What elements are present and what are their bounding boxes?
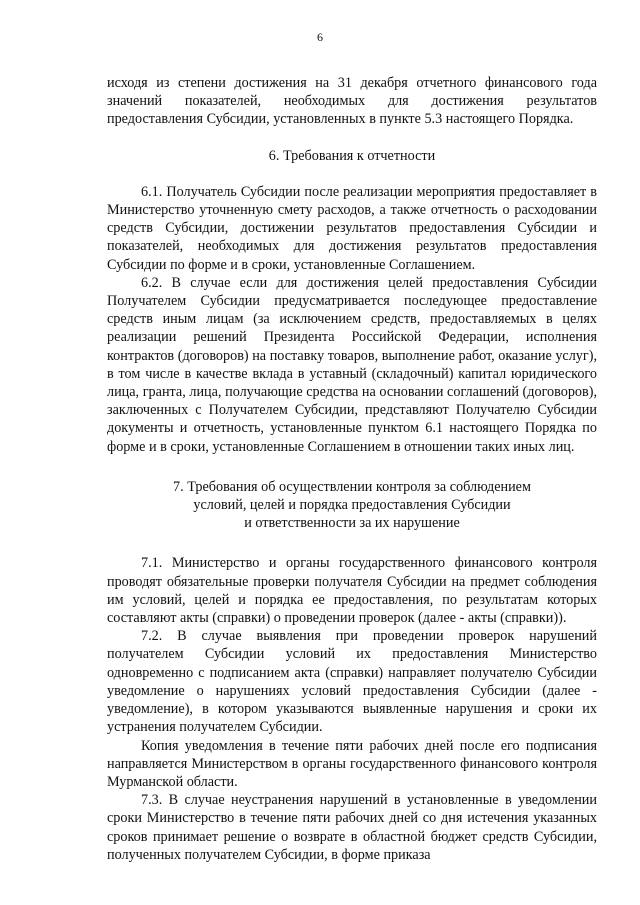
document-body [107,74,597,864]
paragraph-7-1: 7.1. Министерство и органы государственного финансового контроля проводят обязательные проверки получателя Субсидии на предмет соблюдения им условий, целей и порядка ее предоставления, по результатам которых составляют акты (справки) о проведении проверок (далее - акты (справки)). [107,555,597,627]
paragraph-7-2-copy: Копия уведомления в течение пяти рабочих дней после его подписания направляется Министерством в органы государственного финансового контроля Мурманской области. [107,737,597,790]
section-7-heading [107,478,597,533]
paragraph-7-2: 7.2. В случае выявления при проведении проверок нарушений получателем Субсидии условий их предоставления Министерство одновременно с подписанием акта (справки) направляет получателю Субсидии уведомление о нарушениях условий предоставления Субсидии (далее - уведомление), в котором указываются выявленные нарушения и сроки их устранения получателем Субсидии. [107,628,597,736]
section-7-heading-line: и ответственности за их нарушение [244,515,460,532]
paragraph-7-3: 7.3. В случае неустранения нарушений в установленные в уведомлении сроки Министерство в течение пяти рабочих дней со дня истечения указанных сроков принимает решение о возврате в областной бюджет средств Субсидии, полученных получателем Субсидии, в форме приказа [107,792,597,863]
section-7-heading-line: 7. Требования об осуществлении контроля за соблюдением [173,478,531,495]
section-7-heading-line: условий, целей и порядка предоставления Субсидии [193,497,511,514]
page-number: 6 [317,30,323,44]
paragraph-6-2: 6.2. В случае если для достижения целей предоставления Субсидии Получателем Субсидии предусматривается последующее предоставление средств иным лицам (за исключением средств, предоставляемых в целях реализации решений Президента Российской Федерации, исполнения контрактов (договоров) на поставку товаров, выполнение работ, оказание услуг), в том числе в качестве вклада в уставный (складочный) капитал юридического лица, гранта, лица, получающие средства на основании соглашений (договоров), заключенных с Получателем Субсидии, представляют Получателю Субсидии документы и отчетность, установленные пунктом 6.1 настоящего Порядка по форме и в сроки, установленные Соглашением в отношении таких иных лиц. [107,274,597,455]
intro-paragraph: исходя из степени достижения на 31 декабря отчетного финансового года значений показателей, необходимых для достижения результатов предоставления Субсидии, установленных в пункте 5.3 настоящего Порядка. [107,75,597,128]
paragraph-6-1: 6.1. Получатель Субсидии после реализации мероприятия предоставляет в Министерство уточненную смету расходов, а также отчетность о расходовании средств Субсидии, достижении результатов предоставления Субсидии и показателей, необходимых для достижения результатов предоставления Субсидии по форме и в сроки, установленные Соглашением. [107,183,597,273]
section-6-heading: 6. Требования к отчетности [268,147,436,164]
